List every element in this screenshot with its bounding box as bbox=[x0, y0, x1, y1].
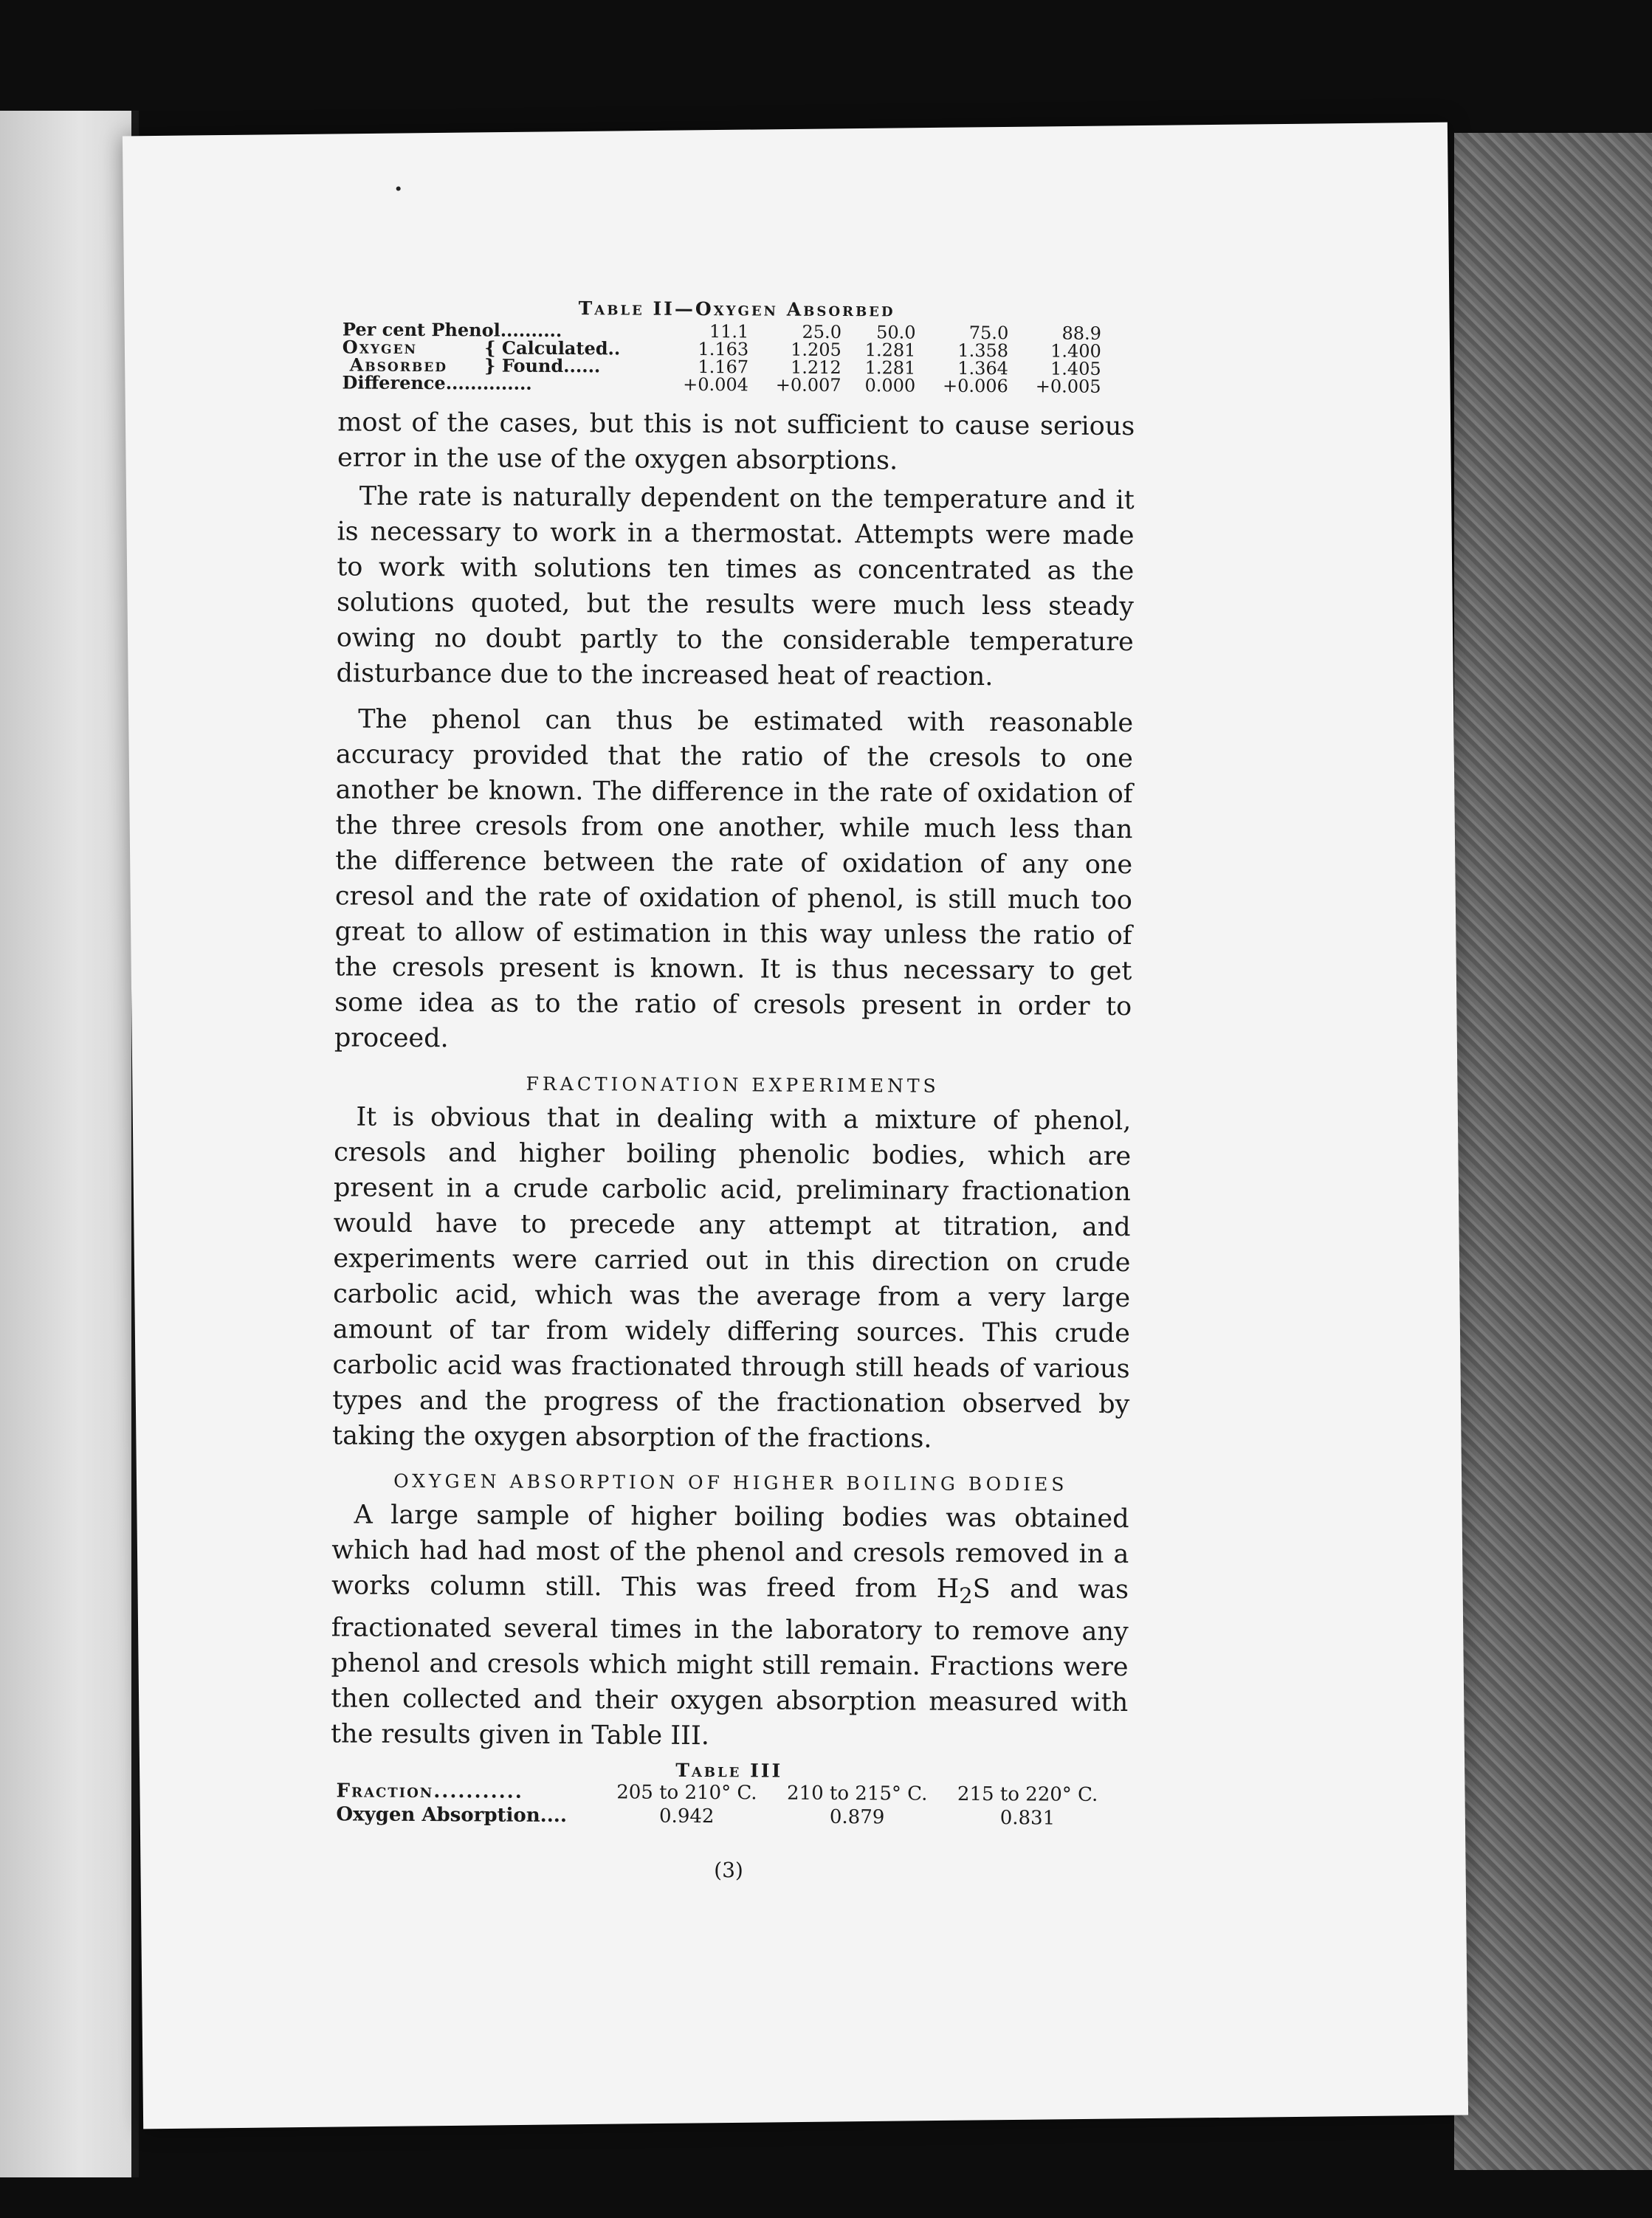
table-cell: 1.405 bbox=[1050, 358, 1101, 379]
previous-page-edge bbox=[0, 111, 133, 2177]
table-cell: +0.006 bbox=[942, 375, 1008, 397]
table-cell: 1.212 bbox=[790, 357, 842, 378]
row-sublabel: } Found...... bbox=[483, 354, 601, 377]
paragraph bbox=[331, 1497, 1129, 1756]
table-cell: 0.879 bbox=[829, 1805, 885, 1829]
table-cell: 11.1 bbox=[709, 321, 749, 342]
scanned-page bbox=[123, 123, 1468, 2129]
row-label: Oxygen bbox=[342, 336, 418, 358]
background-surface bbox=[1454, 133, 1652, 2170]
row-sublabel: { Calculated.. bbox=[484, 337, 621, 359]
table-cell: 1.281 bbox=[864, 340, 916, 361]
table-cell: 1.400 bbox=[1050, 340, 1101, 362]
table-cell: 0.942 bbox=[658, 1805, 715, 1828]
row-label: Fraction........... bbox=[336, 1780, 523, 1803]
table-row bbox=[330, 1802, 1112, 1830]
paragraph: It is obvious that in dealing with a mixture of phenol, cresols and higher boiling phenolic bodies, which are present in a crude carbolic acid, preliminary fractionation would have to precede any attempt at titration, and experiments were carried out in this direction on crude carbolic acid, which was the average from a very large amount of tar from widely differing sources. This crude carbolic acid was fractionated through still heads of various types and the progress of the fractionation observed by taking the oxygen absorption of the fractions. bbox=[332, 1102, 1132, 1454]
paragraph: The rate is naturally dependent on the temperature and it is necessary to work in a thermostat. Attempts were made to work with solutions ten times as concentrated as the solutions quoted, but the results were much less steady owing no doubt partly to the considerable temperature disturbance due to the increased heat of reaction. bbox=[336, 481, 1135, 692]
section-heading: FRACTIONATION EXPERIMENTS bbox=[526, 1072, 940, 1097]
table-row bbox=[338, 373, 1106, 395]
table-cell: +0.007 bbox=[775, 374, 842, 396]
table3 bbox=[330, 1779, 1112, 1830]
table2-title: Table II—Oxygen Absorbed bbox=[578, 297, 895, 321]
table-cell: 1.358 bbox=[957, 340, 1009, 362]
section-heading: OXYGEN ABSORPTION OF HIGHER BOILING BODIES bbox=[393, 1470, 1068, 1495]
page-content bbox=[330, 296, 1135, 1884]
subscript: 2 bbox=[959, 1582, 973, 1608]
speck bbox=[396, 187, 401, 191]
table-cell: 0.831 bbox=[999, 1807, 1056, 1830]
table3-title: Table III bbox=[675, 1759, 783, 1782]
table-cell: 88.9 bbox=[1061, 323, 1102, 344]
table-cell: 25.0 bbox=[802, 321, 842, 342]
table-cell: +0.005 bbox=[1035, 376, 1101, 397]
table-cell: 1.167 bbox=[698, 356, 749, 378]
table-cell: 205 to 210° C. bbox=[616, 1781, 757, 1805]
row-label: Absorbed bbox=[349, 354, 448, 376]
table-cell: +0.004 bbox=[683, 373, 749, 396]
row-label: Difference.............. bbox=[342, 371, 532, 394]
table-cell: 215 to 220° C. bbox=[957, 1783, 1098, 1806]
table-cell: 1.281 bbox=[864, 357, 916, 379]
table-cell: 50.0 bbox=[876, 322, 916, 343]
table2 bbox=[338, 320, 1106, 395]
table-cell: 1.205 bbox=[791, 339, 842, 360]
paragraph-text: A large sample of higher boiling bodies was obtained which had had most of the phenol and cresols removed in a works column still. This was freed from H bbox=[331, 1500, 1129, 1604]
table-cell: 1.364 bbox=[957, 357, 1009, 379]
table-cell: 75.0 bbox=[968, 322, 1009, 344]
table-cell: 0.000 bbox=[864, 375, 916, 396]
page-number: (3) bbox=[714, 1858, 743, 1883]
table-cell: 1.163 bbox=[698, 338, 749, 360]
paragraph-text: S and was fractionated several times in the laboratory to remove any phenol and cresols which might still remain. Fractions were then collected and their oxygen absorption measured with the results given in Table III. bbox=[330, 1574, 1129, 1752]
row-label: Per cent Phenol.......... bbox=[342, 318, 562, 342]
paragraph: most of the cases, but this is not sufficient to cause serious error in the use of the oxygen absorptions. bbox=[337, 407, 1135, 476]
table-cell: 210 to 215° C. bbox=[786, 1782, 928, 1805]
row-label: Oxygen Absorption.... bbox=[336, 1803, 567, 1828]
paragraph: The phenol can thus be estimated with reasonable accuracy provided that the ratio of the cresols to one another be known. The difference in the rate of oxidation of the three cresols from one another, while much less than the difference between the rate of oxidation of any one cresol and the rate of oxidation of phenol, is still much too great to allow of estimation in this way unless the ratio of the cresols present is known. It is thus necessary to get some idea as to the ratio of cresols present in order to proceed. bbox=[334, 704, 1134, 1054]
